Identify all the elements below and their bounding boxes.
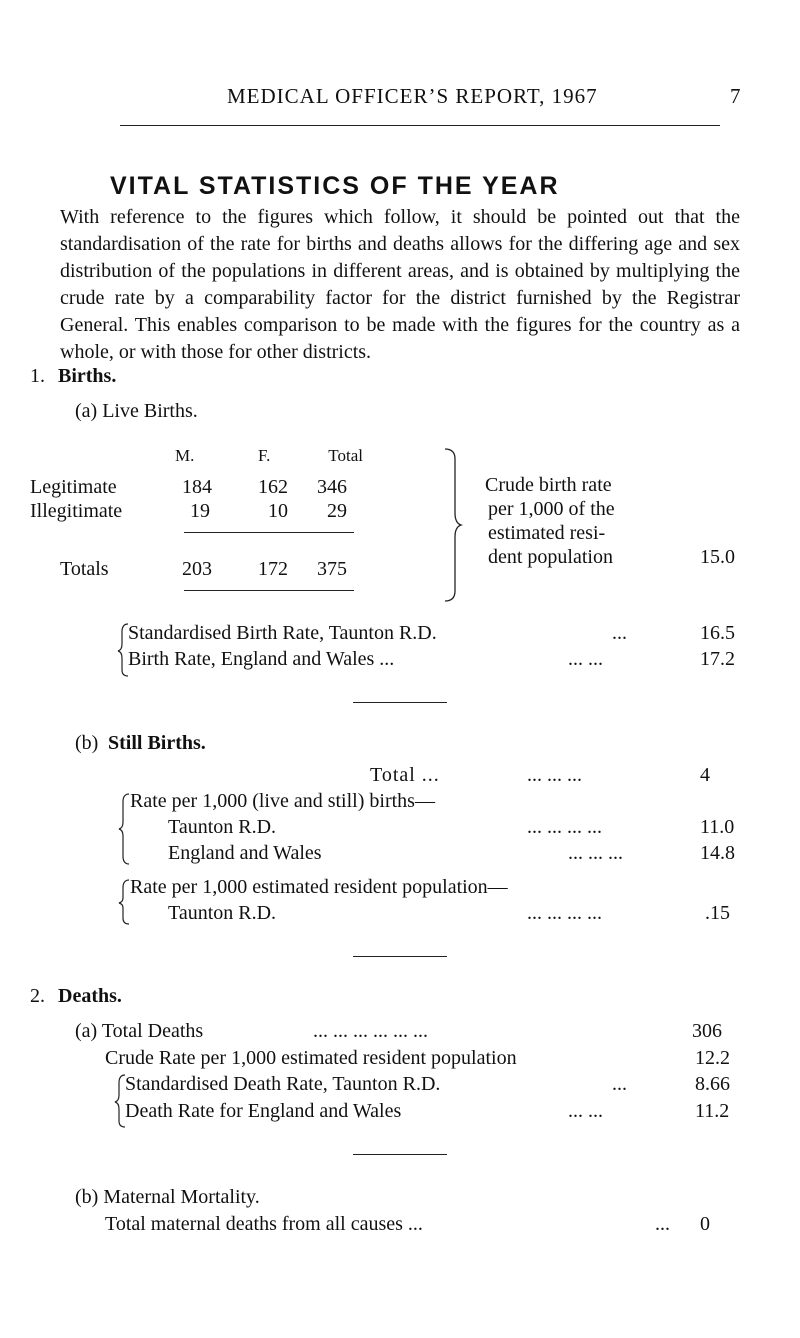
std-death-dots: ... (612, 1073, 627, 1095)
page-number: 7 (730, 84, 742, 108)
ew-birth-label: Birth Rate, England and Wales ... (128, 648, 395, 670)
cell-f: 10 (268, 500, 288, 522)
still-rate-row-label: Taunton R.D. (168, 816, 277, 838)
still-rate-row-dots: ... ... ... (568, 842, 623, 864)
ew-death-dots: ... ... (568, 1100, 603, 1122)
ew-death-value: 11.2 (695, 1100, 730, 1122)
section-title: VITAL STATISTICS OF THE YEAR (110, 172, 560, 200)
crude-birth-line: per 1,000 of the (488, 498, 615, 520)
ew-death-label: Death Rate for England and Wales (125, 1100, 402, 1122)
still-rate-heading: Rate per 1,000 (live and still) births— (130, 790, 435, 812)
left-brace-icon (117, 790, 131, 868)
section-divider (353, 702, 447, 703)
totals-f: 172 (258, 558, 288, 580)
row-label: Legitimate (30, 476, 117, 498)
live-births-label: (a) Live Births. (75, 400, 198, 422)
col-header-m: M. (175, 446, 195, 465)
table-rule (184, 590, 354, 591)
still-total-value: 4 (700, 764, 710, 786)
crude-death-value: 12.2 (695, 1047, 730, 1069)
row-label: Illegitimate (30, 500, 123, 522)
col-header-f: F. (258, 446, 271, 465)
total-deaths-dots: ... ... ... ... ... ... (313, 1020, 428, 1042)
cell-total: 29 (327, 500, 347, 522)
std-birth-value: 16.5 (700, 622, 735, 644)
totals-total: 375 (317, 558, 347, 580)
maternal-total-dots: ... (655, 1213, 670, 1235)
still-total-dots: ... ... ... (527, 764, 582, 786)
deaths-number: 2. (30, 985, 45, 1007)
cell-f: 162 (258, 476, 288, 498)
births-number: 1. (30, 365, 45, 387)
still-births-heading: Still Births. (108, 732, 206, 754)
table-rule (184, 532, 354, 533)
header-rule (120, 125, 720, 126)
section-divider (353, 1154, 447, 1155)
ew-birth-value: 17.2 (700, 648, 735, 670)
deaths-heading: Deaths. (58, 985, 122, 1007)
crude-death-label: Crude Rate per 1,000 estimated resident population (105, 1047, 517, 1069)
resident-rate-heading: Rate per 1,000 estimated resident population— (130, 876, 508, 898)
still-rate-row-label: England and Wales (168, 842, 322, 864)
totals-m: 203 (182, 558, 212, 580)
total-deaths-value: 306 (692, 1020, 722, 1042)
totals-label: Totals (60, 558, 109, 580)
col-header-total: Total (328, 446, 363, 465)
resident-rate-value: .15 (705, 902, 730, 924)
crude-birth-line: Crude birth rate (485, 474, 612, 496)
still-rate-row-value: 14.8 (700, 842, 735, 864)
total-deaths-label: (a) Total Deaths (75, 1020, 204, 1042)
std-birth-dots: ... (612, 622, 627, 644)
resident-rate-dots: ... ... ... ... (527, 902, 602, 924)
crude-birth-line: estimated resi- (488, 522, 606, 544)
maternal-total-value: 0 (700, 1213, 710, 1235)
cell-total: 346 (317, 476, 347, 498)
crude-birth-value: 15.0 (700, 546, 735, 568)
section-divider (353, 956, 447, 957)
births-heading: Births. (58, 365, 117, 387)
std-birth-label: Standardised Birth Rate, Taunton R.D. (128, 622, 437, 644)
ew-birth-dots: ... ... (568, 648, 603, 670)
maternal-total-label: Total maternal deaths from all causes ... (105, 1213, 423, 1235)
cell-m: 19 (190, 500, 210, 522)
std-death-value: 8.66 (695, 1073, 730, 1095)
still-births-label: (b) (75, 732, 99, 754)
intro-paragraph: With reference to the figures which follow, it should be pointed out that the standardisation of the rate for births and deaths allows for the differing age and sex distribution of the populations in different areas, and is obtained by multiplying the crude rate by a comparability factor for the district furnished by the Registrar General. This enables comparison to be made with the figures for the country as a whole, or with those for other districts. (60, 206, 740, 363)
maternal-label: (b) Maternal Mortality. (75, 1186, 260, 1208)
left-brace-icon (117, 876, 131, 928)
still-rate-row-dots: ... ... ... ... (527, 816, 602, 838)
cell-m: 184 (182, 476, 212, 498)
running-header: MEDICAL OFFICER’S REPORT, 1967 (227, 84, 598, 108)
resident-rate-label: Taunton R.D. (168, 902, 277, 924)
crude-birth-line: dent population (488, 546, 613, 568)
still-rate-row-value: 11.0 (700, 816, 735, 838)
right-brace-icon (443, 447, 463, 603)
std-death-label: Standardised Death Rate, Taunton R.D. (125, 1073, 441, 1095)
still-total-label: Total ... (370, 764, 440, 786)
